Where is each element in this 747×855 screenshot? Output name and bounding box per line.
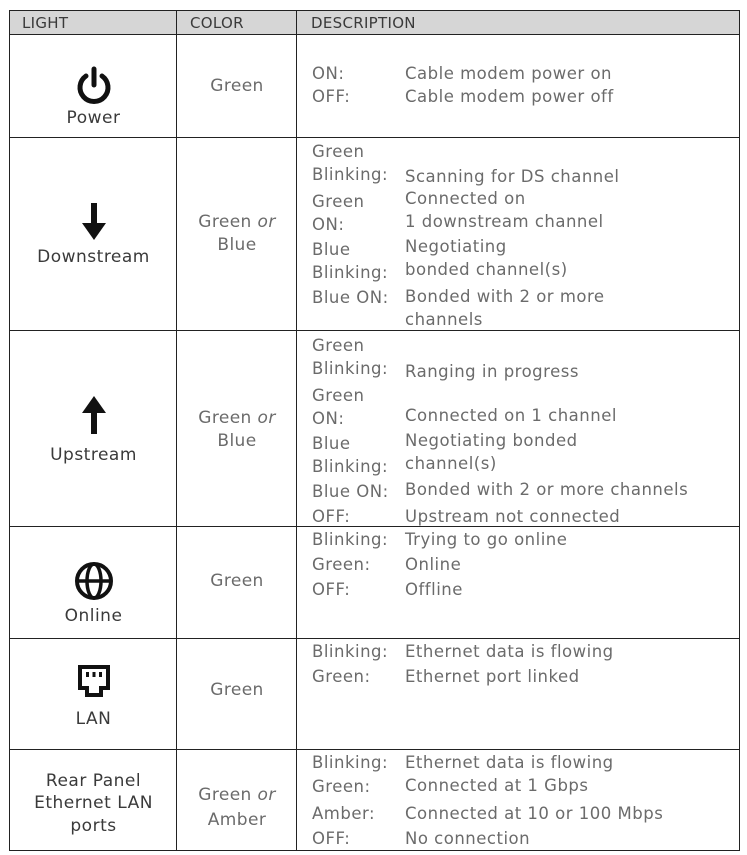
state-description: Ranging in progress <box>405 362 579 381</box>
color-cell <box>178 638 296 749</box>
power-icon <box>74 66 114 106</box>
description-cell <box>298 330 739 526</box>
state-description: channels <box>405 310 483 329</box>
state-description: Online <box>405 555 462 574</box>
led-status-table <box>9 10 740 851</box>
globe-icon <box>74 561 114 601</box>
color-value: Green or <box>198 212 276 232</box>
state-description: Trying to go online <box>405 530 568 549</box>
state-description: Negotiating bonded <box>405 431 578 450</box>
state-description: Connected on 1 channel <box>405 406 617 425</box>
state-description: Ethernet data is flowing <box>405 642 614 661</box>
state-description: Upstream not connected <box>405 507 621 526</box>
header-description: DESCRIPTION <box>311 14 416 32</box>
state-label: Green: <box>312 555 371 574</box>
state-label: Green <box>312 142 365 161</box>
light-cell <box>10 330 177 526</box>
state-label: Blinking: <box>312 359 389 378</box>
state-label: OFF: <box>312 580 351 599</box>
light-name: Rear Panel <box>45 771 142 791</box>
state-description: Cable modem power off <box>405 87 614 106</box>
state-description: Bonded with 2 or more <box>405 287 605 306</box>
state-label: Green: <box>312 777 371 796</box>
state-label: Green: <box>312 667 371 686</box>
light-name: Ethernet LAN <box>34 793 153 813</box>
light-name: Online <box>64 606 123 626</box>
state-description: Connected at 10 or 100 Mbps <box>405 804 664 823</box>
table-row <box>10 330 739 526</box>
color-cell <box>178 749 296 851</box>
color-cell <box>178 35 296 137</box>
description-cell <box>298 35 739 137</box>
state-description: channel(s) <box>405 454 497 473</box>
state-description: Connected at 1 Gbps <box>405 776 589 795</box>
light-name: ports <box>70 816 117 836</box>
state-description: Ethernet port linked <box>405 667 580 686</box>
light-cell <box>10 638 177 749</box>
state-label: Blue <box>312 434 351 453</box>
state-description: Cable modem power on <box>405 64 612 83</box>
ethernet-port-icon <box>77 664 111 698</box>
description-cell <box>298 137 739 330</box>
state-label: Blinking: <box>312 642 389 661</box>
light-cell <box>10 749 177 851</box>
state-description: 1 downstream channel <box>405 212 604 231</box>
color-value: Green <box>210 571 264 591</box>
state-label: ON: <box>312 64 345 83</box>
state-description: Connected on <box>405 189 526 208</box>
color-value: Amber <box>207 810 267 830</box>
light-name: Power <box>66 108 121 128</box>
light-cell <box>10 526 177 638</box>
table-row <box>10 749 739 851</box>
state-description: Offline <box>405 580 463 599</box>
table-row <box>10 137 739 330</box>
table-row <box>10 638 739 749</box>
state-label: Green <box>312 386 365 405</box>
state-description: Ethernet data is flowing <box>405 753 614 772</box>
header-color: COLOR <box>190 14 244 32</box>
state-label: OFF: <box>312 829 351 848</box>
state-label: Blinking: <box>312 753 389 772</box>
color-value: Blue <box>217 431 257 451</box>
light-name: LAN <box>75 709 112 729</box>
color-value: Green <box>210 680 264 700</box>
color-cell <box>178 137 296 330</box>
color-cell <box>178 330 296 526</box>
color-value: Green or <box>198 408 276 428</box>
state-label: Blinking: <box>312 263 389 282</box>
arrow-down-icon <box>81 203 107 241</box>
state-description: Negotiating <box>405 237 507 256</box>
light-cell <box>10 137 177 330</box>
state-label: ON: <box>312 215 345 234</box>
state-label: Blinking: <box>312 165 389 184</box>
state-description: bonded channel(s) <box>405 260 568 279</box>
state-label: Green <box>312 336 365 355</box>
light-cell <box>10 35 177 137</box>
color-value: Blue <box>217 235 257 255</box>
state-label: Blue <box>312 240 351 259</box>
state-label: Blue ON: <box>312 288 389 307</box>
state-label: ON: <box>312 409 345 428</box>
state-label: Blue ON: <box>312 482 389 501</box>
state-label: OFF: <box>312 87 351 106</box>
state-label: Blinking: <box>312 530 389 549</box>
description-cell <box>298 638 739 749</box>
arrow-up-icon <box>81 396 107 434</box>
color-value: Green <box>210 76 264 96</box>
table-row <box>10 35 739 137</box>
state-label: Green <box>312 192 365 211</box>
color-value: Green or <box>198 785 276 805</box>
state-description: Bonded with 2 or more channels <box>405 480 689 499</box>
state-label: Blinking: <box>312 457 389 476</box>
state-label: OFF: <box>312 507 351 526</box>
light-name: Downstream <box>37 247 150 267</box>
table-header <box>10 11 739 35</box>
color-cell <box>178 526 296 638</box>
state-description: No connection <box>405 829 531 848</box>
description-cell <box>298 526 739 638</box>
header-light: LIGHT <box>22 14 69 32</box>
state-label: Amber: <box>312 804 376 823</box>
description-cell <box>298 749 739 851</box>
light-name: Upstream <box>50 445 137 465</box>
table-row <box>10 526 739 638</box>
state-description: Scanning for DS channel <box>405 167 620 186</box>
